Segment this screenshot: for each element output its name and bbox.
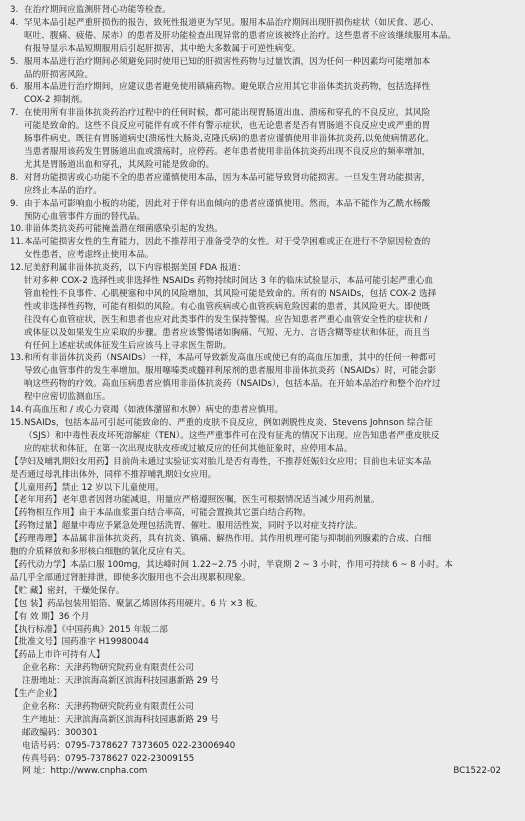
section-pregnancy: 【孕妇及哺乳期妇女用药】目前尚未通过实验证实对胎儿是否有毒性，不推荐妊娠妇女应用；目前也未证实本品 是否通过母乳排出体外，同样不推荐哺乳期妇女应用。 <box>10 456 432 480</box>
section-manufacturer <box>10 688 515 778</box>
section-geriatric: 【老年用药】老年患者因肾功能减退，用量应严格遵照医嘱，医生可根据情况适当减少用药剂量。 <box>10 495 380 506</box>
list-item: 7. 在使用所有非甾体抗炎药治疗过程中的任何时候，都可能出现胃肠道出血、溃疡和穿孔的不良反应，其风险 可能是致命的。这些不良反应可能伴有或不伴有警示症状，也无论患者是否有胃肠道不良反应史或严重的胃 肠事件病史。既往有胃肠道病史(溃疡性大肠炎,克隆氏病)的患者应谨慎使用非甾体抗炎药,以免使病情恶化。 当患者服用该药发生胃肠道出血或溃疡时，应停药。老年患者使用非甾体抗炎药出现不良反应的频率增加， 尤其是胃肠道出血和穿孔，其风险可能是致命的。 <box>10 108 434 170</box>
list-item: 8. 对肾功能损害或心功能不全的患者应谨慎使用本品，因为本品可能导致肾功能损害。一旦发生肾功能损害， 应终止本品的治疗。 <box>10 172 431 196</box>
document-code: BC1522-02 <box>453 766 501 777</box>
section-storage: 【贮 藏】密封，干燥处保存。 <box>10 585 125 596</box>
list-item: 12. 尼美舒利属非甾体抗炎药，以下内容根据美国 FDA 报道： 针对多种 COX-2 选择性或非选择性 NSAIDs 药物持续时间达 3 年的临床试验显示，本品可能引起严重心血 管血栓性不良事件、心肌梗塞和中风的风险增加，其风险可能是致命的。所有的 NSAIDs，包括 COX-2 选择 性或非选择性药物，可能有相似的风险。有心血管疾病或心血管疾病危险因素的患者，其风险更大。即使既 往没有心血管症状，医生和患者也应对此类事件的发生保持警惕。应告知患者严重心血管安全性的症状和 / 或体征以及如果发生应采取的步骤。患者应该警惕诸如胸痛、气短、无力、言语含糊等症状和体征，而且当 有任何上述症状或体征发生后应该马上寻求医生帮助。 <box>10 263 437 351</box>
fax-row: 传真号码：0795-7378627 022-23009155 <box>22 753 195 764</box>
section-heading: 【药品上市许可持有人】 <box>10 650 105 661</box>
website-footer-row <box>10 765 515 778</box>
phone-row: 电话号码：0795-7378627 7373605 022-23006940 <box>22 740 236 751</box>
section-overdose: 【药物过量】超量中毒应予紧急处理包括洗胃、催吐、服用活性炭，同时予以对症支持疗法。 <box>10 521 363 532</box>
list-item: 9. 由于本品可影响血小板的功能，因此对于伴有出血倾向的患者应谨慎使用。然而，本品不能作为乙酰水杨酸 预防心血管事件方面的替代品。 <box>10 198 431 222</box>
list-item: 10. 非甾体类抗炎药可能掩盖潜在细菌感染引起的发热。 <box>10 224 223 235</box>
list-item: 6. 服用本品进行治疗期间，应建议患者避免使用镇痛药物。避免联合应用其它非甾体类抗炎药物，包括选择性 COX-2 抑制剂。 <box>10 82 431 106</box>
list-item: 11. 本品可能损害女性的生育能力，因此不推荐用于准备受孕的女性。对于受孕困难或正在进行不孕原因检查的 女性患者，应考虑终止使用本品。 <box>10 237 431 261</box>
section-standard: 【执行标准】《中国药典》2015 年版二部 <box>10 624 168 635</box>
zip-code-row: 邮政编码：300301 <box>22 727 98 738</box>
section-license-holder <box>10 649 515 688</box>
website-link: http://www.cnpha.com <box>50 766 148 777</box>
section-pharmacokinetics: 【药代动力学】本品口服 100mg，其达峰时间 1.22~2.75 小时，半衰期 2 ~ 3 小时，作用可持续 6 ~ 8 小时。本 品几乎全部通过肾脏排泄，即使多次服用也不会出现累积现象。 <box>10 559 453 583</box>
registered-address-row: 注册地址：天津滨海高新区滨海科技园惠新路 29 号 <box>22 676 219 687</box>
section-pharmacology: 【药理毒理】本品属非甾体抗炎药，具有抗炎、镇痛、解热作用。其作用机理可能与抑制前列腺素的合成、白细 胞的介质释放和多形核白细胞的氧化反应有关。 <box>10 534 432 558</box>
list-item: 15. NSAIDs，包括本品可引起可能致命的、严重的皮肤不良反应，例如剥脱性皮炎、Stevens Johnson 综合征 （SJS）和中毒性表皮坏死溶解症（TEN）。这些严重事件可在没有征兆的情况下出现。应告知患者严重皮肤反 应的症状和体征，在第一次出现皮肤皮疹或过敏反应的任何其他征象时，应停用本品。 <box>10 418 440 454</box>
section-packaging: 【包 装】药品包装用铝箔、聚氯乙烯固体药用硬片。6 片 ×3 板。 <box>10 598 263 609</box>
website-row: 网 址：http://www.cnpha.com <box>22 766 148 777</box>
precautions-list <box>10 4 515 456</box>
production-address-row: 生产地址：天津滨海高新区滨海科技园惠新路 29 号 <box>22 714 219 725</box>
company-name-row: 企业名称：天津药物研究院药业有限责任公司 <box>22 701 194 712</box>
list-item: 4. 罕见本品引起严重肝损伤的报告，致死性报道更为罕见。服用本品治疗期间出现肝损伤症状（如厌食、恶心、 呕吐、腹痛、疲倦、尿赤）的患者及肝功能检查出现异常的患者应该被终止治疗。这些患者不应该继续服用本品。 有报导显示本品短期服用后引起肝损害，其中绝大多数属于可逆性病变。 <box>10 17 457 54</box>
list-item: 14. 有高血压和 / 或心力衰竭（如液体潴留和水肿）病史的患者应慎用。 <box>10 405 284 416</box>
section-shelf-life: 【有 效 期】36 个月 <box>10 611 90 622</box>
section-heading: 【生产企业】 <box>10 689 62 700</box>
company-name-row: 企业名称：天津药物研究院药业有限责任公司 <box>22 663 194 674</box>
list-item: 5. 服用本品进行治疗期间必须避免同时使用已知的肝损害性药物与过量饮酒，因为任何一种因素均可能增加本 品的肝损害风险。 <box>10 56 431 80</box>
section-pediatric: 【儿童用药】禁止 12 岁以下儿童使用。 <box>10 482 164 493</box>
section-interactions: 【药物相互作用】由于本品血浆蛋白结合率高，可能会置换其它蛋白结合药物。 <box>10 508 311 519</box>
section-approval-number: 【批准文号】国药准字 H19980044 <box>10 637 149 648</box>
list-item: 3. 在治疗期间应监测肝肾心功能等检查。 <box>10 5 171 15</box>
list-item: 13. 和所有非甾体抗炎药（NSAIDs）一样，本品可导致新发高血压或使已有的高血压加重，其中的任何一种都可 导致心血管事件的发生率增加。服用噻嗪类或髓袢利尿剂的患者服用非甾体抗炎药（NSAIDs）时，可能会影 响这些药物的疗效。高血压病患者应慎用非甾体抗炎药（NSAIDs），包括本品。在开始本品治疗和整个治疗过 程中应密切监测血压。 <box>10 353 441 403</box>
